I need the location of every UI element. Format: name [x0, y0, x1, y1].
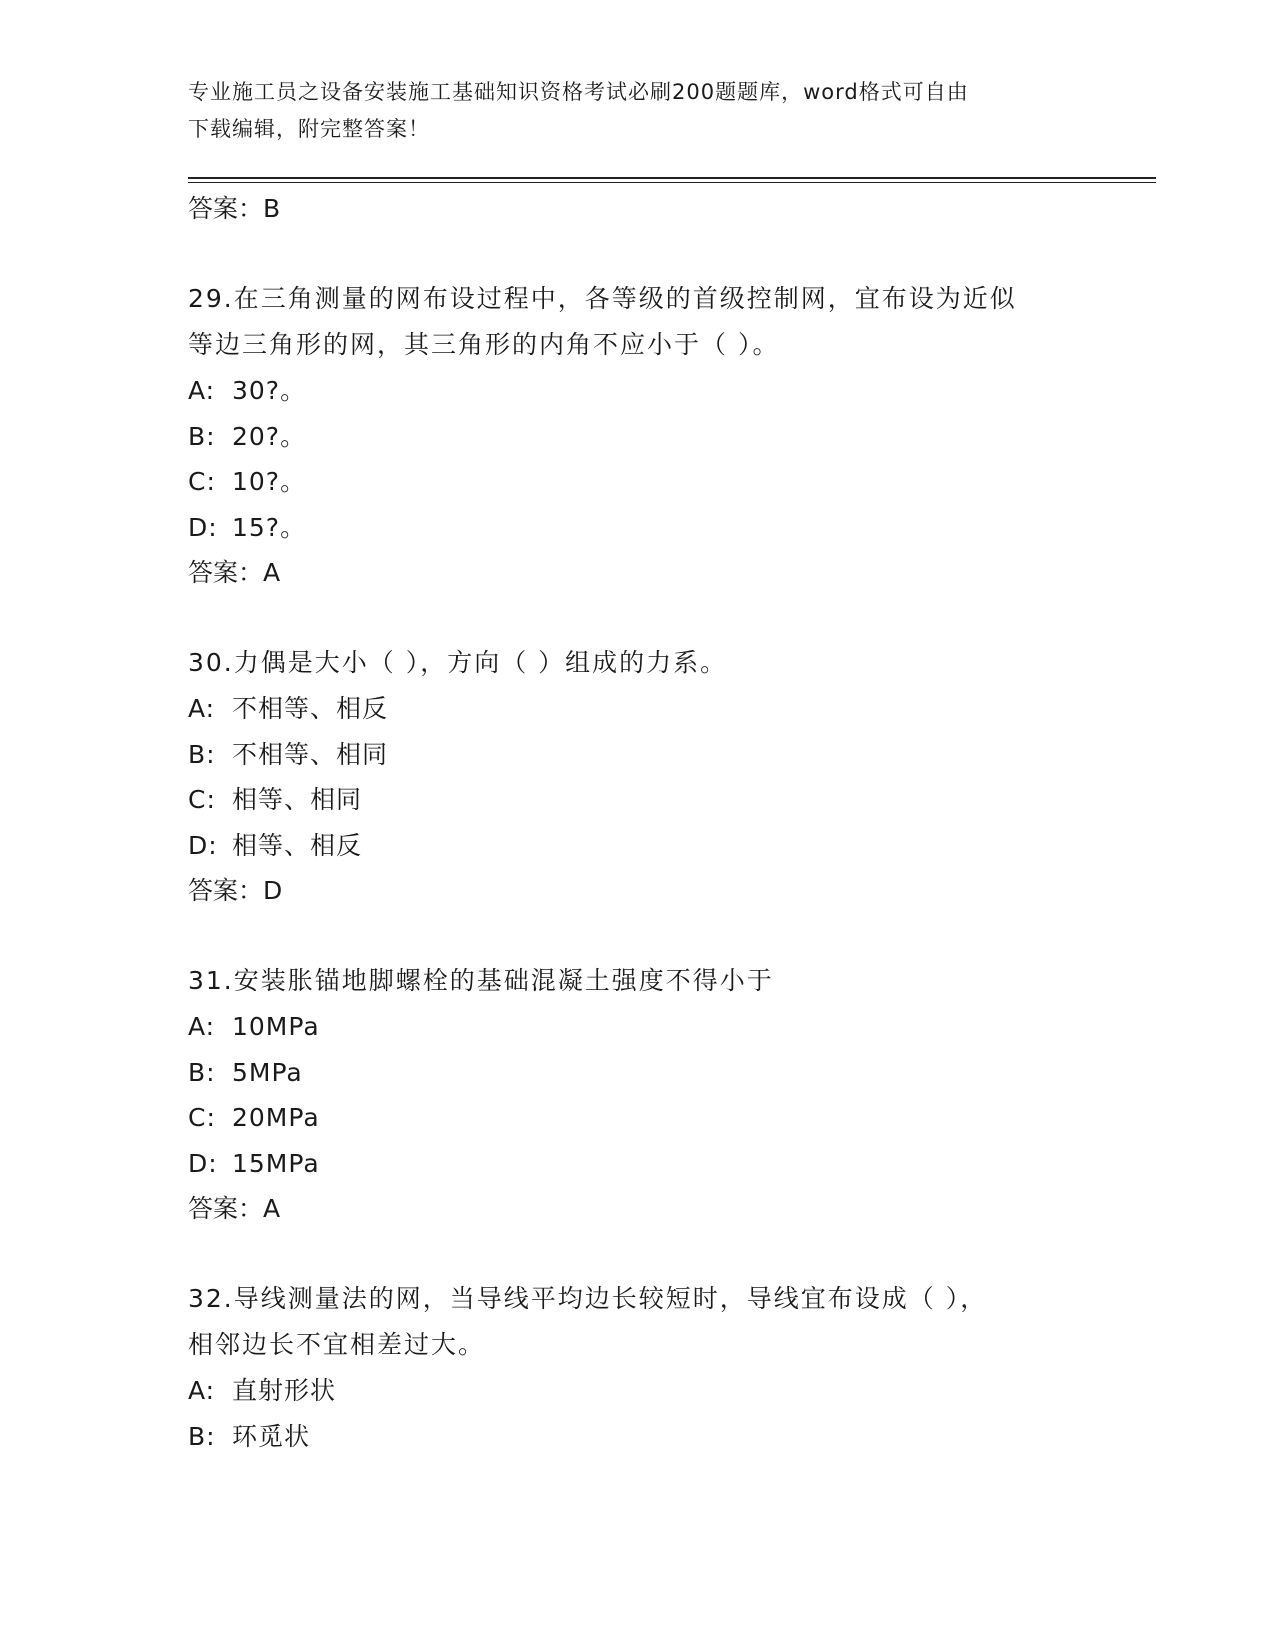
answer-line [188, 186, 1148, 232]
answer-value: B [263, 194, 281, 223]
question-line: 相邻边长不宜相差过大。 [188, 1330, 486, 1359]
option-b [188, 1414, 1148, 1460]
option-label: C: [188, 467, 216, 496]
header-line-1: 专业施工员之设备安装施工基础知识资格考试必刷200题题库，word格式可自由 [188, 80, 969, 104]
option-c [188, 777, 1148, 823]
option-text: 15?。 [232, 512, 307, 542]
option-text: 相等、相反 [232, 830, 363, 860]
header-rule-thin [188, 182, 1156, 183]
option-b [188, 732, 1148, 778]
question-line: 32.导线测量法的网，当导线平均边长较短时，导线宜布设成（ ）， [188, 1284, 988, 1313]
option-text: 15MPa [232, 1148, 320, 1178]
option-text: 直射形状 [232, 1376, 337, 1405]
option-b [188, 414, 1148, 460]
question-line: 31.安装胀锚地脚螺栓的基础混凝土强度不得小于 [188, 966, 774, 995]
option-text: 5MPa [232, 1057, 303, 1087]
option-d [188, 1141, 1148, 1187]
option-text: 10MPa [232, 1012, 320, 1041]
question-list [188, 186, 1148, 1459]
answer-prefix: 答案： [188, 558, 264, 587]
option-d [188, 505, 1148, 551]
answer-line [188, 550, 1148, 596]
header-line-2: 下载编辑，附完整答案！ [188, 117, 430, 141]
option-text: 环觅状 [232, 1421, 311, 1451]
option-text: 不相等、相反 [232, 694, 389, 723]
option-text: 20?。 [232, 421, 307, 451]
option-text: 20MPa [232, 1103, 320, 1132]
question-block [188, 640, 1148, 914]
option-a [188, 368, 1148, 414]
option-label: D: [188, 512, 218, 542]
question-block [188, 276, 1148, 596]
option-text: 不相等、相同 [232, 739, 389, 769]
option-label: C: [188, 785, 216, 814]
option-text: 相等、相同 [232, 785, 363, 814]
option-label: B: [188, 739, 216, 769]
option-label: A: [188, 376, 216, 405]
page-header [188, 74, 1088, 148]
header-rule-thick [188, 177, 1156, 179]
answer-prefix: 答案： [188, 876, 264, 905]
option-label: B: [188, 1421, 216, 1451]
option-label: C: [188, 1103, 216, 1132]
option-label: D: [188, 830, 218, 860]
question-line: 30.力偶是大小（ ），方向（ ）组成的力系。 [188, 648, 728, 677]
answer-line [188, 1186, 1148, 1232]
option-a [188, 686, 1148, 732]
option-text: 10?。 [232, 467, 307, 496]
option-d [188, 823, 1148, 869]
option-c [188, 1095, 1148, 1141]
answer-prefix: 答案： [188, 194, 264, 223]
option-c [188, 459, 1148, 505]
option-label: A: [188, 694, 216, 723]
option-label: D: [188, 1148, 218, 1178]
option-a [188, 1368, 1148, 1414]
question-line: 29.在三角测量的网布设过程中，各等级的首级控制网，宜布设为近似 [188, 284, 1017, 313]
option-b [188, 1050, 1148, 1096]
question-line: 等边三角形的网，其三角形的内角不应小于（ ）。 [188, 330, 780, 359]
answer-value: A [263, 1194, 281, 1223]
answer-value: A [263, 558, 281, 587]
answer-prefix: 答案： [188, 1194, 264, 1223]
option-label: A: [188, 1376, 216, 1405]
question-block [188, 958, 1148, 1232]
option-label: B: [188, 1057, 216, 1087]
option-text: 30?。 [232, 376, 307, 405]
question-block [188, 1276, 1148, 1459]
option-a [188, 1004, 1148, 1050]
option-label: B: [188, 421, 216, 451]
answer-line [188, 868, 1148, 914]
option-label: A: [188, 1012, 216, 1041]
answer-value: D [263, 876, 283, 905]
